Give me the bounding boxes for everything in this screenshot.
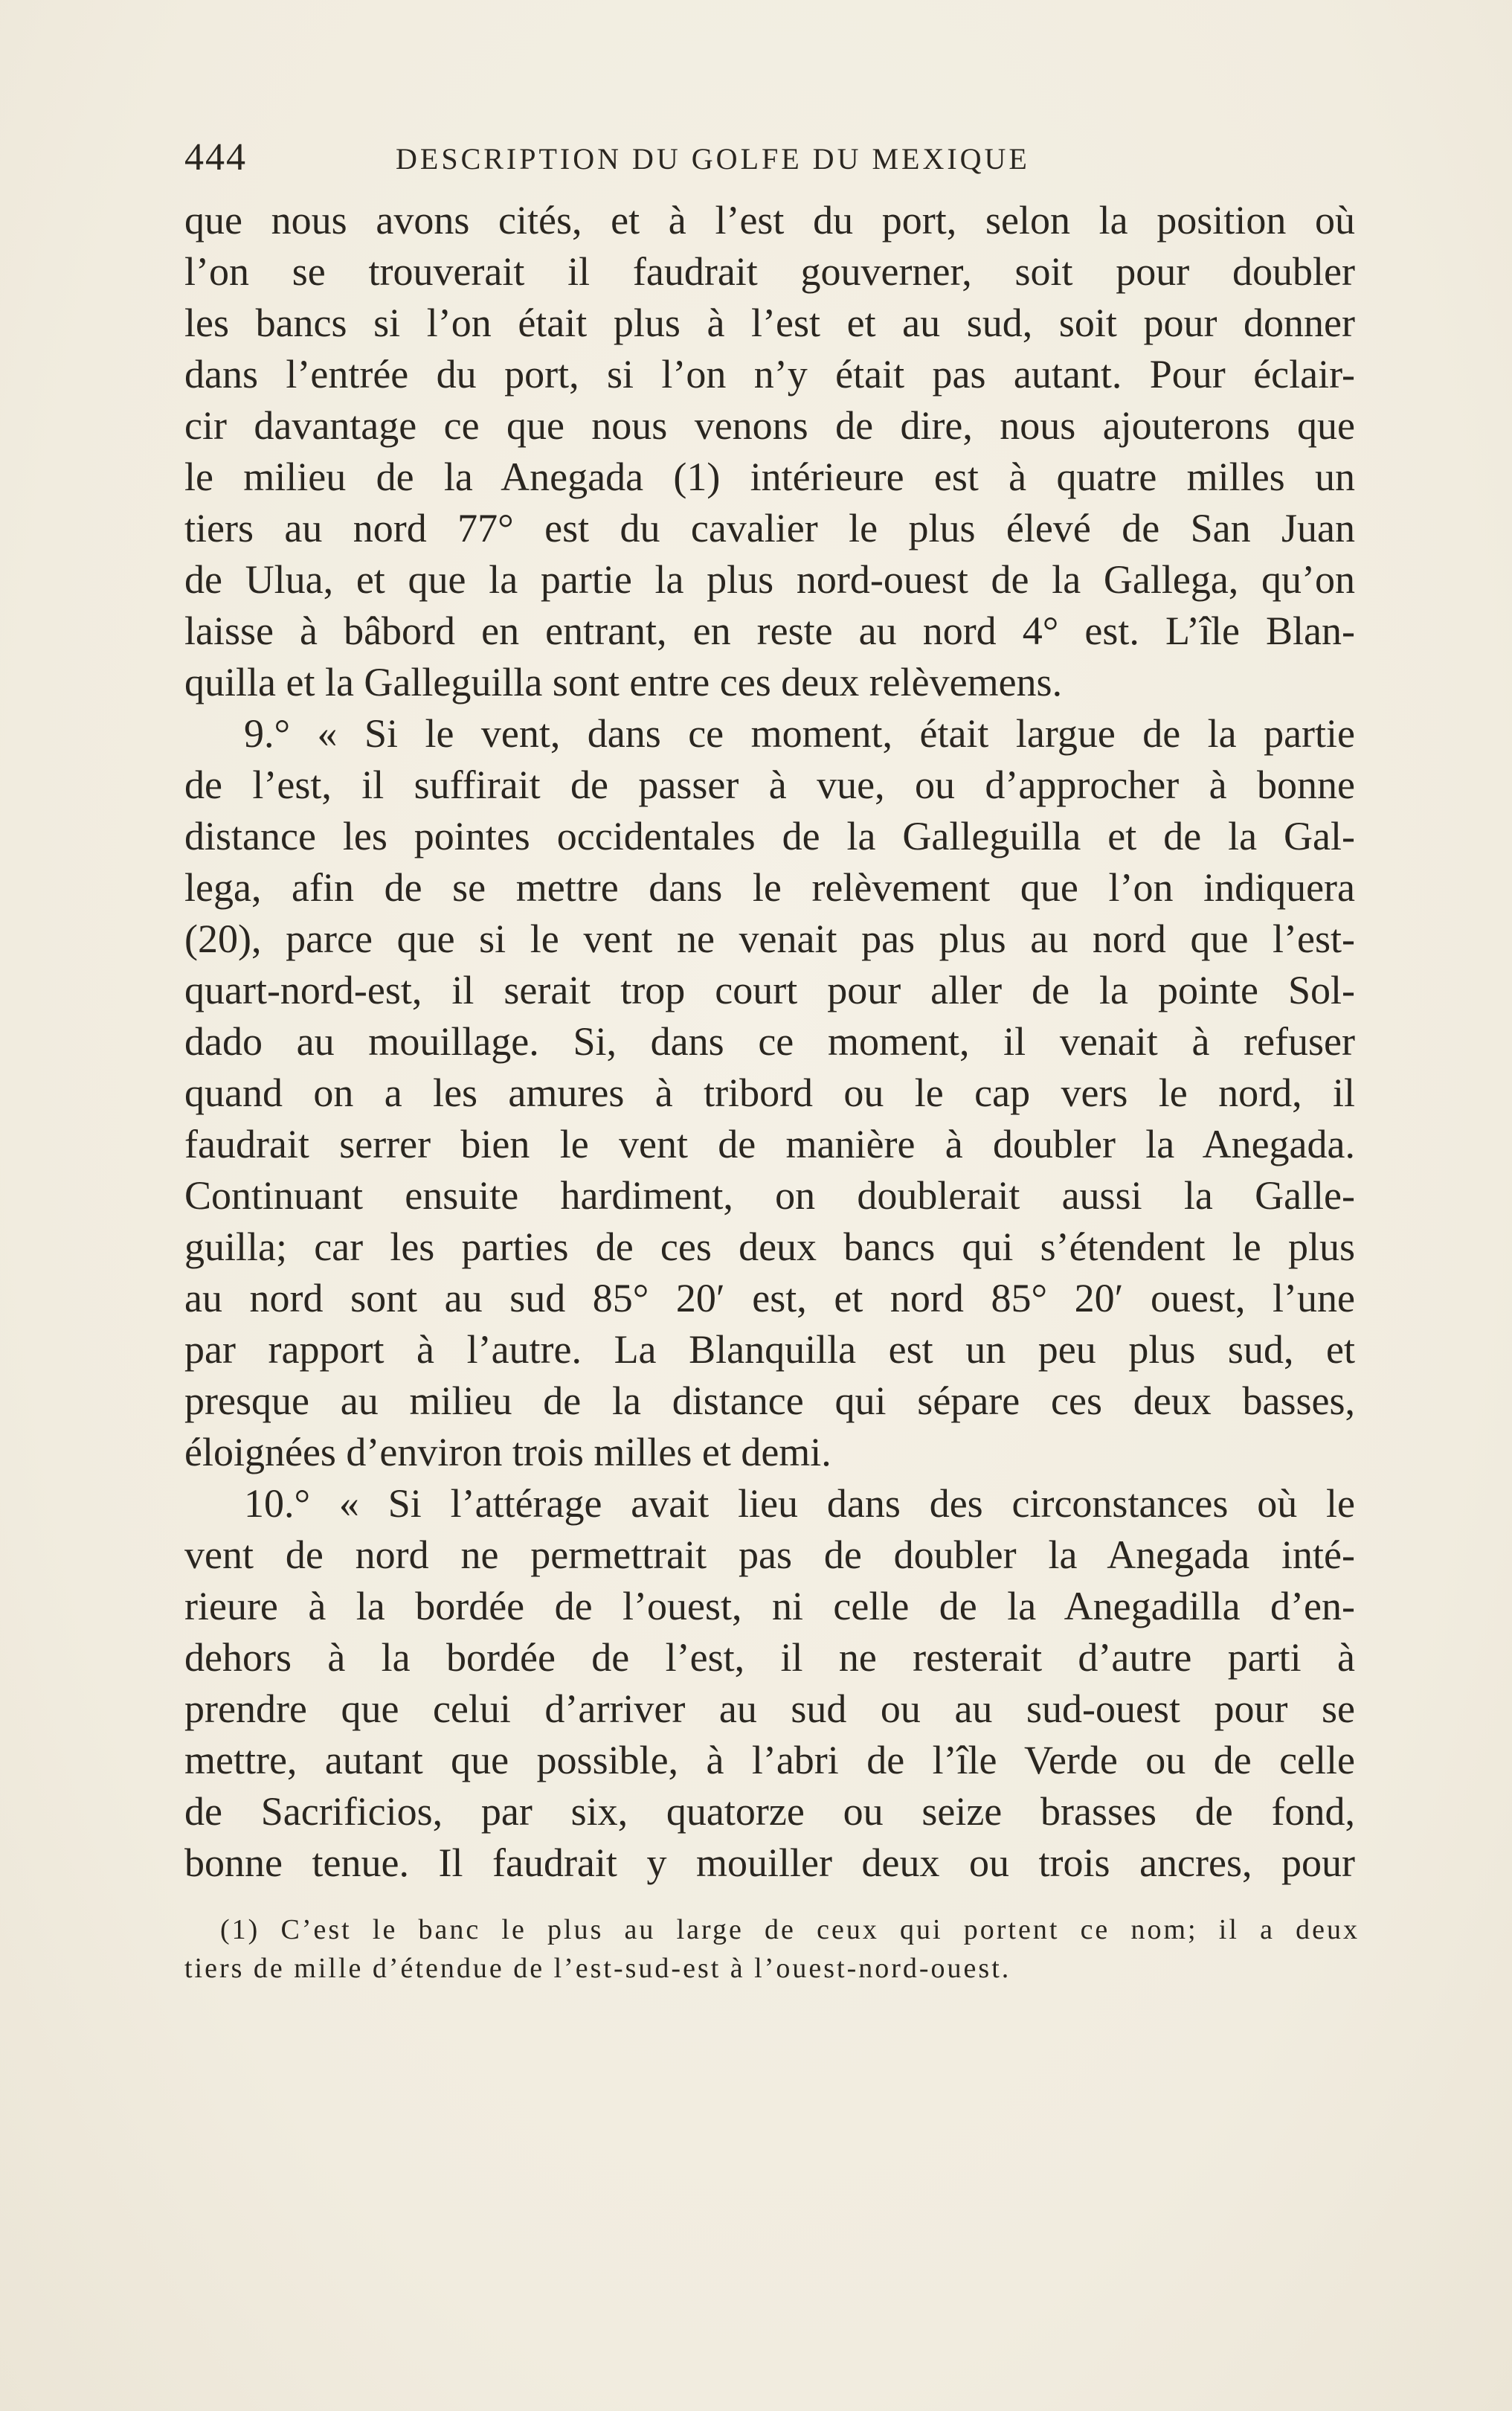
text-line: le milieu de la Anegada (1) intérieure est à quatre milles un: [184, 455, 1355, 499]
text-line: cir davantage ce que nous venons de dire, nous ajouterons que: [184, 403, 1355, 448]
footnote: [184, 1910, 1360, 1988]
footnote-line: tiers de mille d’étendue de l’est-sud-est à l’ouest-nord-ouest.: [184, 1953, 1011, 1984]
text-line: dado au mouillage. Si, dans ce moment, il venait à refuser: [184, 1019, 1355, 1064]
text-line: de Sacrificios, par six, quatorze ou seize brasses de fond,: [184, 1789, 1355, 1834]
text-line: au nord sont au sud 85° 20′ est, et nord 85° 20′ ouest, l’une: [184, 1276, 1355, 1320]
text-line: quand on a les amures à tribord ou le cap vers le nord, il: [184, 1070, 1355, 1115]
text-line: rieure à la bordée de l’ouest, ni celle de la Anegadilla d’en-: [184, 1584, 1355, 1628]
text-line: de Ulua, et que la partie la plus nord-ouest de la Gallega, qu’on: [184, 557, 1355, 602]
text-line: lega, afin de se mettre dans le relèvement que l’on indiquera: [184, 865, 1355, 910]
text-line: quart-nord-est, il serait trop court pour aller de la pointe Sol-: [184, 968, 1355, 1012]
running-title: DESCRIPTION DU GOLFE DU MEXIQUE: [396, 142, 1030, 176]
text-line: (20), parce que si le vent ne venait pas plus au nord que l’est-: [184, 916, 1355, 961]
page-number: 444: [184, 136, 247, 179]
text-line: mettre, autant que possible, à l’abri de l’île Verde ou de celle: [184, 1738, 1355, 1782]
text-line: les bancs si l’on était plus à l’est et au sud, soit pour donner: [184, 301, 1355, 345]
body-text: [184, 195, 1355, 1889]
text-line: l’on se trouverait il faudrait gouverner, soit pour doubler: [184, 249, 1355, 294]
paragraph-start-9: 9.° « Si le vent, dans ce moment, était largue de la partie: [244, 711, 1355, 756]
text-line: dans l’entrée du port, si l’on n’y était pas autant. Pour éclair-: [184, 352, 1355, 397]
text-line: faudrait serrer bien le vent de manière à doubler la Anegada.: [184, 1122, 1355, 1166]
text-line: que nous avons cités, et à l’est du port, selon la position où: [184, 198, 1355, 243]
text-line: laisse à bâbord en entrant, en reste au nord 4° est. L’île Blan-: [184, 609, 1355, 653]
text-line: par rapport à l’autre. La Blanquilla est un peu plus sud, et: [184, 1327, 1355, 1372]
footnote-line: (1) C’est le banc le plus au large de ceux qui portent ce nom; il a deux: [220, 1914, 1360, 1945]
text-line: presque au milieu de la distance qui sépare ces deux basses,: [184, 1378, 1355, 1423]
text-line: guilla; car les parties de ces deux bancs qui s’étendent le plus: [184, 1224, 1355, 1269]
text-line: éloignées d’environ trois milles et demi.: [184, 1430, 831, 1474]
text-line: bonne tenue. Il faudrait y mouiller deux ou trois ancres, pour: [184, 1840, 1355, 1885]
paragraph-start-10: 10.° « Si l’attérage avait lieu dans des circonstances où le: [244, 1481, 1355, 1526]
text-line: tiers au nord 77° est du cavalier le plus élevé de San Juan: [184, 506, 1355, 550]
text-line: dehors à la bordée de l’est, il ne resterait d’autre parti à: [184, 1635, 1355, 1680]
text-line: vent de nord ne permettrait pas de doubler la Anegada inté-: [184, 1532, 1355, 1577]
text-line: Continuant ensuite hardiment, on doublerait aussi la Galle-: [184, 1173, 1355, 1218]
page-header: [184, 135, 1360, 180]
text-line: distance les pointes occidentales de la Galleguilla et de la Gal-: [184, 814, 1355, 858]
text-line: de l’est, il suffirait de passer à vue, ou d’approcher à bonne: [184, 763, 1355, 807]
text-line: prendre que celui d’arriver au sud ou au sud-ouest pour se: [184, 1686, 1355, 1731]
text-line: quilla et la Galleguilla sont entre ces deux relèvemens.: [184, 660, 1063, 704]
